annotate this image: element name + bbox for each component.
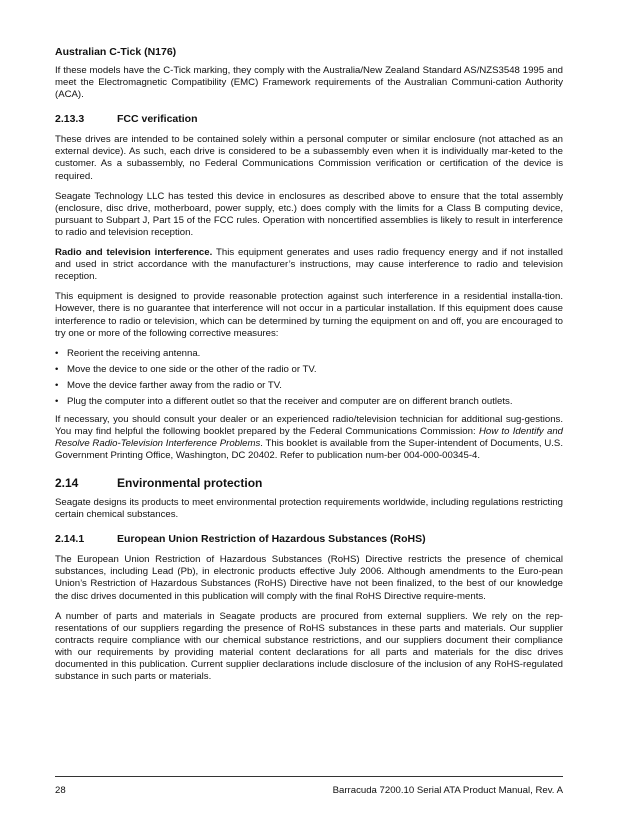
fcc-section-title: FCC verification: [117, 113, 198, 126]
list-item: [55, 364, 563, 376]
bullet-icon: •: [55, 363, 59, 375]
fcc-paragraph-5: [55, 414, 563, 462]
ctick-paragraph: If these models have the C-Tick marking, they comply with the Australia/New Zealand Standard AS/NZS3548 1995 and meet the Electromagnetic Compatibility (EMC) Framework requirements of the Australian Communi-cation Authority (ACA).: [55, 65, 563, 101]
list-item-text: Move the device to one side or the other of the radio or TV.: [67, 363, 317, 375]
rohs-paragraph-1: The European Union Restriction of Hazardous Substances (RoHS) Directive restricts the presence of chemical substances, including Lead (Pb), in electronic products effective July 2006. Although amendments to the Euro-pean Union’s Restriction of Hazardous Substances (RoHS) Directive have not been finalized, to the best of our knowledge the disc drives documented in this publication will comply with the final RoHS Directive require-ments.: [55, 554, 563, 602]
list-item: [55, 348, 563, 360]
fcc-section-heading: [55, 113, 563, 126]
bullet-icon: •: [55, 347, 59, 359]
fcc-section-number: 2.13.3: [55, 113, 85, 126]
list-item-text: Move the device farther away from the radio or TV.: [67, 379, 282, 391]
footer-divider: [55, 776, 563, 777]
booklet-title: How to Identify and Resolve Radio-Television Interference Problems: [55, 425, 563, 449]
page-footer: [55, 785, 563, 797]
list-item-text: Plug the computer into a different outlet so that the receiver and computer are on different branch outlets.: [67, 395, 513, 407]
list-item: [55, 380, 563, 392]
fcc-paragraph-3: [55, 247, 563, 283]
radio-tv-interference-lead: Radio and television interference.: [55, 247, 213, 259]
booklet-text-a: If necessary, you should consult your dealer or an experienced radio/television technician for additional sug-gestions. You may find helpful the following booklet prepared by the Federal Communications Commission:: [55, 413, 563, 437]
env-section-number: 2.14: [55, 476, 79, 491]
radio-tv-interference-text: This equipment generates and uses radio frequency energy and if not installed and used in strict accordance with the manufacturer’s instructions, may cause interference to radio and television reception.: [55, 247, 563, 283]
rohs-section-heading: [55, 533, 563, 546]
fcc-paragraph-4: This equipment is designed to provide reasonable protection against such interference in a residential installa-tion. However, there is no guarantee that interference will not occur in a particular installation. If this equipment does cause interference to radio or television, which can be determined by turning the equipment on and off, you are encouraged to try one or more of the following corrective measures:: [55, 291, 563, 339]
document-title: Barracuda 7200.10 Serial ATA Product Manual, Rev. A: [332, 785, 563, 796]
ctick-heading: Australian C-Tick (N176): [55, 46, 177, 58]
bullet-icon: •: [55, 379, 59, 391]
fcc-paragraph-1: These drives are intended to be contained solely within a personal computer or similar enclosure (not attached as an external device). As such, each drive is considered to be a subassembly even when it is individually mar-keted to the customer. As a subassembly, no Federal Communications Commission verification or certification of the device is required.: [55, 134, 563, 182]
bullet-icon: •: [55, 395, 59, 407]
rohs-section-number: 2.14.1: [55, 533, 85, 546]
rohs-paragraph-2: A number of parts and materials in Seagate products are procured from external suppliers. We rely on the rep-resentations of our suppliers regarding the presence of RoHS substances in these parts and materials. Our supplier contracts require compliance with our chemical substance restrictions, and our suppliers document their compliance with our requirements by providing material content declarations for all parts and materials for the disc drives documented in this publication. Current supplier declarations include disclosure of the inclusion of any RoHS-regulated substance in such parts or materials.: [55, 610, 563, 683]
env-section-heading: [55, 476, 563, 491]
corrective-measures-list: [55, 348, 563, 408]
page-content: [55, 46, 563, 691]
list-item-text: Reorient the receiving antenna.: [67, 347, 201, 359]
booklet-text-b: . This booklet is available from the Super-intendent of Documents, U.S. Government Printing Office, Washington, DC 20402. Refer to publication num-ber 004-000-00345-4.: [55, 437, 563, 461]
rohs-section-title: European Union Restriction of Hazardous Substances (RoHS): [117, 533, 426, 546]
page-number: 28: [55, 785, 66, 796]
env-paragraph: Seagate designs its products to meet environmental protection requirements worldwide, including regulations restricting certain chemical substances.: [55, 497, 563, 521]
env-section-title: Environmental protection: [117, 476, 263, 491]
fcc-paragraph-2: Seagate Technology LLC has tested this device in enclosures as described above to ensure that the total assembly (enclosure, disc drive, motherboard, power supply, etc.) does comply with the limits for a Class B computing device, pursuant to Subpart J, Part 15 of the FCC rules. Operation with noncertified assemblies is likely to result in interference to radio and television reception.: [55, 190, 563, 238]
list-item: [55, 396, 563, 408]
